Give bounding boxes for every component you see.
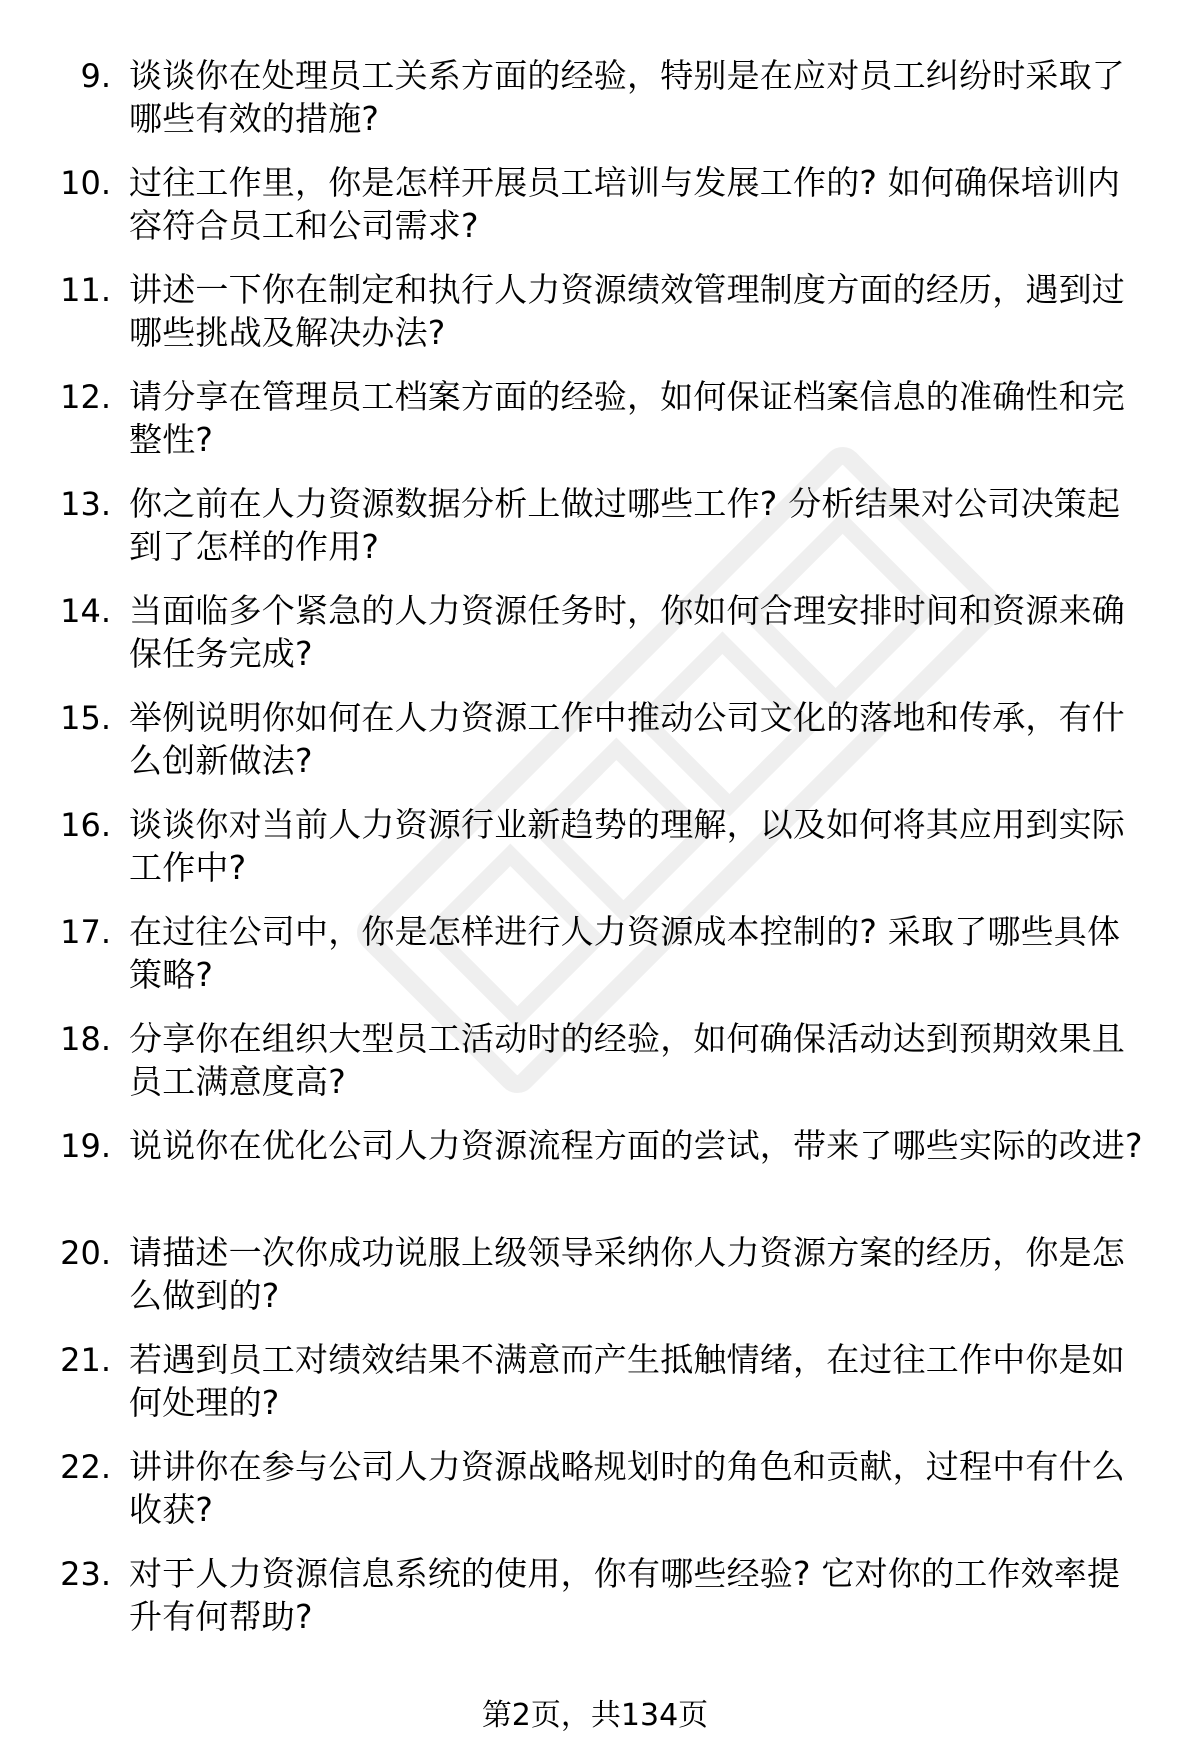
question-text: 当面临多个紧急的人力资源任务时，你如何合理安排时间和资源来确保任务完成? (129, 591, 1125, 673)
question-number: 23. (60, 1555, 111, 1593)
question-item (0, 1552, 1190, 1659)
page-footer: 第2页，共134页 (481, 1698, 709, 1733)
question-text: 举例说明你如何在人力资源工作中推动公司文化的落地和传承，有什么创新做法? (129, 698, 1125, 780)
question-number: 13. (60, 485, 111, 523)
question-item (0, 1445, 1190, 1552)
question-item (0, 482, 1190, 589)
question-text: 过往工作里，你是怎样开展员工培训与发展工作的? 如何确保培训内容符合员工和公司需求? (129, 163, 1121, 245)
question-number: 15. (60, 699, 111, 737)
question-item (0, 1338, 1190, 1445)
question-item (0, 54, 1190, 161)
question-list (0, 54, 1190, 1659)
question-text: 对于人力资源信息系统的使用，你有哪些经验? 它对你的工作效率提升有何帮助? (129, 1554, 1121, 1636)
question-number: 12. (60, 378, 111, 416)
question-number: 11. (60, 271, 111, 309)
question-text: 若遇到员工对绩效结果不满意而产生抵触情绪，在过往工作中你是如何处理的? (129, 1340, 1125, 1422)
question-text: 讲讲你在参与公司人力资源战略规划时的角色和贡献，过程中有什么收获? (129, 1447, 1125, 1529)
question-item (0, 161, 1190, 268)
question-text: 谈谈你在处理员工关系方面的经验，特别是在应对员工纠纷时采取了哪些有效的措施? (129, 56, 1125, 138)
question-number: 21. (60, 1341, 111, 1379)
question-text: 分享你在组织大型员工活动时的经验，如何确保活动达到预期效果且员工满意度高? (129, 1019, 1125, 1101)
question-text: 你之前在人力资源数据分析上做过哪些工作? 分析结果对公司决策起到了怎样的作用? (129, 484, 1121, 566)
question-item (0, 375, 1190, 482)
question-text: 讲述一下你在制定和执行人力资源绩效管理制度方面的经历，遇到过哪些挑战及解决办法? (129, 270, 1125, 352)
question-item (0, 1231, 1190, 1338)
question-number: 22. (60, 1448, 111, 1486)
question-number: 9. (80, 57, 111, 95)
question-text: 在过往公司中，你是怎样进行人力资源成本控制的? 采取了哪些具体策略? (129, 912, 1121, 994)
question-item (0, 268, 1190, 375)
question-number: 19. (60, 1127, 111, 1165)
question-number: 14. (60, 592, 111, 630)
question-item (0, 910, 1190, 1017)
question-number: 18. (60, 1020, 111, 1058)
question-number: 10. (60, 164, 111, 202)
question-number: 16. (60, 806, 111, 844)
question-text: 请分享在管理员工档案方面的经验，如何保证档案信息的准确性和完整性? (129, 377, 1125, 459)
question-item (0, 1124, 1190, 1231)
question-number: 17. (60, 913, 111, 951)
question-text: 说说你在优化公司人力资源流程方面的尝试，带来了哪些实际的改进? (129, 1126, 1143, 1165)
question-item (0, 589, 1190, 696)
question-item (0, 803, 1190, 910)
question-text: 请描述一次你成功说服上级领导采纳你人力资源方案的经历，你是怎么做到的? (129, 1233, 1125, 1315)
question-item (0, 696, 1190, 803)
question-number: 20. (60, 1234, 111, 1272)
question-text: 谈谈你对当前人力资源行业新趋势的理解，以及如何将其应用到实际工作中? (129, 805, 1125, 887)
question-item (0, 1017, 1190, 1124)
